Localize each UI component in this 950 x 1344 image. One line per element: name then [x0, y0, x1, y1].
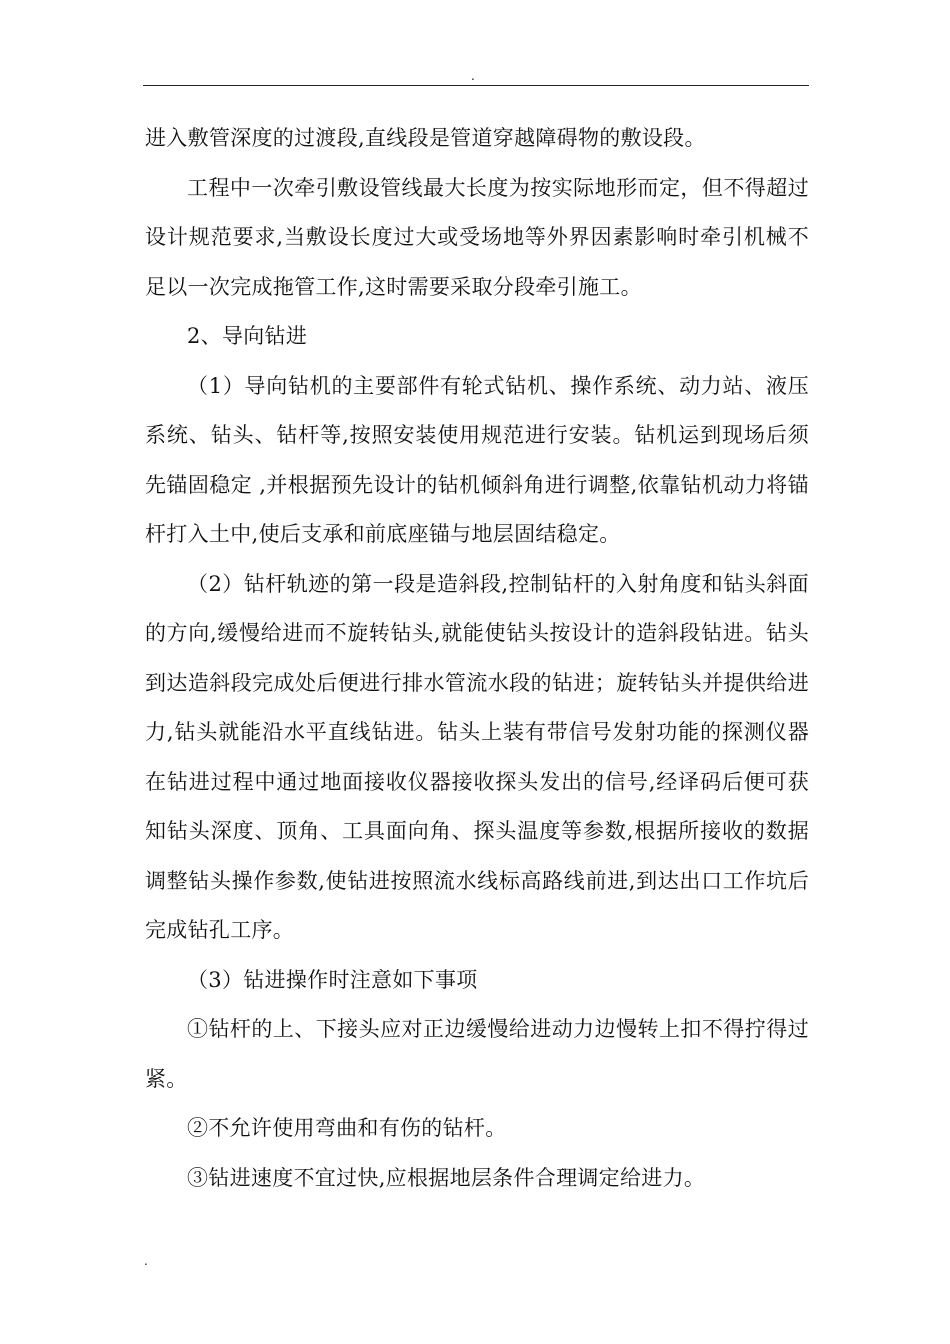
- list-item: ②不允许使用弯曲和有伤的钻杆。: [187, 1116, 507, 1140]
- header-rule: [143, 85, 809, 86]
- list-item: ①钻杆的上、下接头应对正边缓慢给进动力边慢转上扣不得拧得过紧。: [145, 1017, 809, 1091]
- body-text: [145, 114, 809, 1203]
- list-item: ③钻进速度不宜过快,应根据地层条件合理调定给进力。: [187, 1165, 706, 1190]
- paragraph: （3）钻进操作时注意如下事项: [187, 967, 478, 992]
- paragraph: （1）导向钻机的主要部件有轮式钻机、操作系统、动力站、液压系统、钻头、钻杆等,按照安装使用规范进行安装。钻机运到现场后须先锚固稳定 ,并根据预先设计的钻机倾斜角进行调整,依靠钻机动力将锚杆打入土中,使后支承和前底座锚与地层固结稳定。: [145, 373, 809, 546]
- paragraph: （2）钻杆轨迹的第一段是造斜段,控制钻杆的入射角度和钻头斜面的方向,缓慢给进而不旋转钻头,就能使钻头按设计的造斜段钻进。钻头到达造斜段完成处后便进行排水管流水段的钻进；旋转钻头并提供给进力,钻头就能沿水平直线钻进。钻头上装有带信号发射功能的探测仪器在钻进过程中通过地面接收仪器接收探头发出的信号,经译码后便可获知钻头深度、顶角、工具面向角、探头温度等参数,根据所接收的数据调整钻头操作参数,使钻进按照流水线标高路线前进,到达出口工作坑后完成钻孔工序。: [145, 571, 809, 942]
- header-mark: .: [471, 69, 475, 83]
- paragraph: 工程中一次牵引敷设管线最大长度为按实际地形而定，但不得超过设计规范要求,当敷设长度过大或受场地等外界因素影响时牵引机械不足以一次完成拖管工作,这时需要采取分段牵引施工。: [145, 175, 809, 299]
- footer-mark: .: [144, 1254, 148, 1268]
- paragraph: 进入敷管深度的过渡段,直线段是管道穿越障碍物的敷设段。: [145, 126, 706, 150]
- section-heading: 2、导向钻进: [187, 324, 308, 348]
